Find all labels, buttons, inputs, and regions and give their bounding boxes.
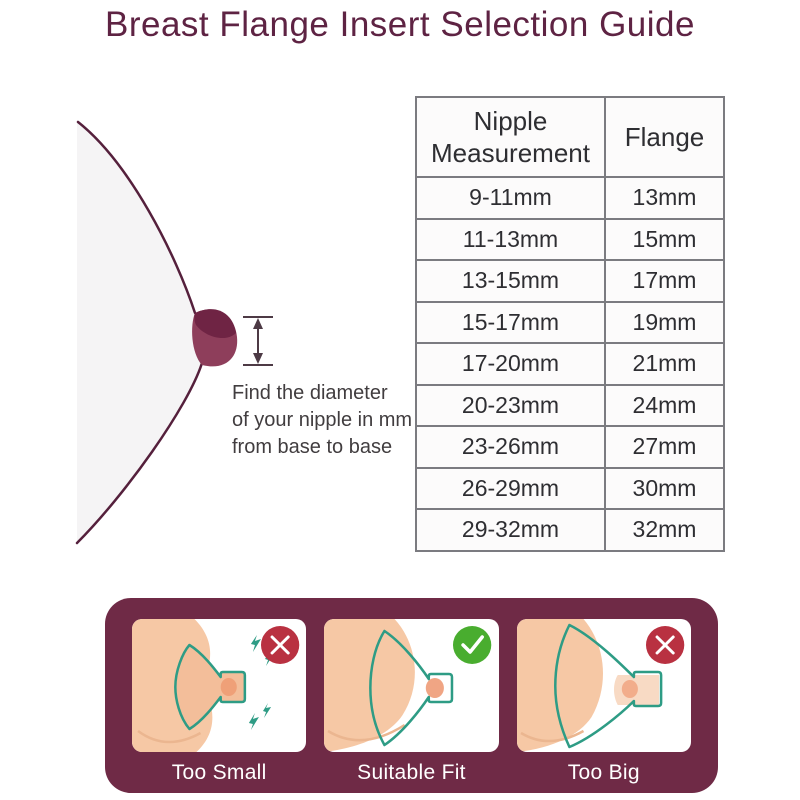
table-row: [416, 260, 724, 302]
lightning-icon: [249, 713, 259, 730]
lightning-icon: [263, 703, 271, 718]
fit-cards-row: [132, 619, 691, 785]
table-cell: 13mm: [605, 177, 724, 219]
nipple-in-tunnel: [621, 680, 637, 698]
fit-item-too-small: [132, 619, 306, 785]
table-row: [416, 219, 724, 261]
table-row: [416, 385, 724, 427]
approve-badge: [453, 626, 491, 664]
header-nipple-measurement: Nipple Measurement: [416, 97, 605, 177]
table-cell: 23-26mm: [416, 426, 605, 468]
fit-guide-panel: [105, 598, 718, 793]
table-cell: 15-17mm: [416, 302, 605, 344]
breast-body: [77, 122, 202, 543]
measurement-note-line1: Find the diameter: [232, 382, 388, 404]
table-cell: 24mm: [605, 385, 724, 427]
table-cell: 13-15mm: [416, 260, 605, 302]
table-cell: 27mm: [605, 426, 724, 468]
table-header-row: [416, 97, 724, 177]
fit-label-suitable-fit: Suitable Fit: [357, 761, 466, 784]
page-title: Breast Flange Insert Selection Guide: [105, 5, 695, 44]
suitable-fit-card: [324, 619, 498, 752]
lightning-icon: [251, 635, 261, 652]
too-big-illustration: [517, 619, 691, 752]
fit-item-suitable-fit: [324, 619, 498, 785]
header-flange: Flange: [605, 97, 724, 177]
table-cell: 32mm: [605, 509, 724, 551]
measurement-note: [232, 380, 422, 461]
fit-label-too-big: Too Big: [567, 761, 640, 784]
table-row: [416, 343, 724, 385]
table-cell: 29-32mm: [416, 509, 605, 551]
table-row: [416, 426, 724, 468]
table-cell: 26-29mm: [416, 468, 605, 510]
measurement-arrow: [243, 317, 273, 365]
measurement-note-line2: of your nipple in mm: [232, 409, 413, 431]
nipple-in-tunnel: [426, 678, 444, 698]
table-row: [416, 509, 724, 551]
breast-measurement-diagram: [30, 85, 400, 565]
flange-table-body: [416, 177, 724, 551]
suitable-fit-illustration: [324, 619, 498, 752]
pinched-nipple: [221, 678, 237, 696]
table-row: [416, 468, 724, 510]
too-big-card: [517, 619, 691, 752]
fit-label-too-small: Too Small: [171, 761, 267, 784]
table-cell: 17-20mm: [416, 343, 605, 385]
table-cell: 15mm: [605, 219, 724, 261]
reject-badge: [646, 626, 684, 664]
table-cell: 11-13mm: [416, 219, 605, 261]
flange-size-table: [415, 96, 725, 552]
table-cell: 19mm: [605, 302, 724, 344]
table-cell: 20-23mm: [416, 385, 605, 427]
too-small-illustration: [132, 619, 306, 752]
table-cell: 9-11mm: [416, 177, 605, 219]
reject-badge: [261, 626, 299, 664]
table-row: [416, 302, 724, 344]
table-cell: 30mm: [605, 468, 724, 510]
fit-item-too-big: [517, 619, 691, 785]
too-small-card: [132, 619, 306, 752]
table-row: [416, 177, 724, 219]
table-cell: 17mm: [605, 260, 724, 302]
table-cell: 21mm: [605, 343, 724, 385]
measurement-note-line3: from base to base: [232, 436, 393, 458]
